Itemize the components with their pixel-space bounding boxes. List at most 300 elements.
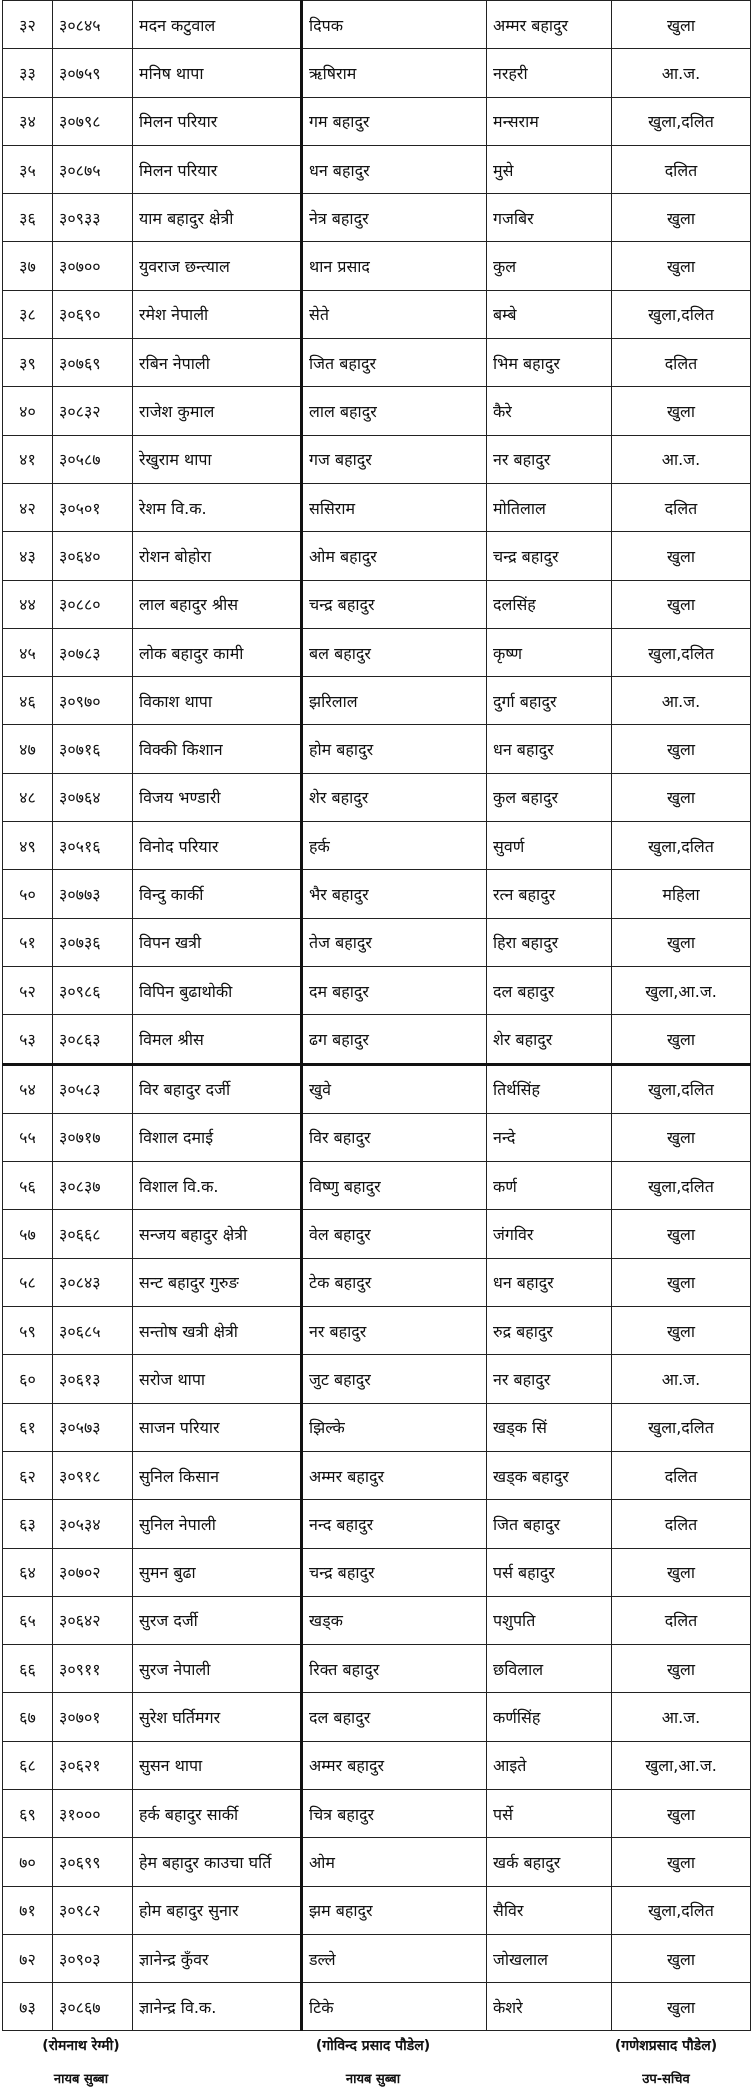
grandfather-name-cell: भिम बहादुर [487,339,612,387]
grandfather-name-cell: कुल बहादुर [487,773,612,821]
father-name-cell: जुट बहादुर [302,1355,487,1403]
table-row [3,1983,751,2031]
candidate-name-cell: सुरज दर्जी [133,1596,302,1644]
signatory-post: उप-सचिव [642,2072,690,2087]
grandfather-name-cell: जंगविर [487,1210,612,1258]
category-cell: खुला [612,918,751,966]
father-name-cell: धन बहादुर [302,145,487,193]
roll-number-cell: ३०९११ [53,1645,133,1693]
candidate-name-cell: विक्की किशान [133,725,302,773]
roll-number-cell: ३०६१३ [53,1355,133,1403]
candidate-name-cell: होम बहादुर सुनार [133,1886,302,1934]
roll-number-cell: ३०६९९ [53,1838,133,1886]
table-row [3,918,751,966]
serial-number-cell: ५७ [3,1210,53,1258]
category-cell: दलित [612,483,751,531]
roll-number-cell: ३०५८७ [53,435,133,483]
candidate-name-cell: राजेश कुमाल [133,387,302,435]
candidate-name-cell: मदन कटुवाल [133,1,302,49]
serial-number-cell: ७१ [3,1886,53,1934]
father-name-cell: थान प्रसाद [302,242,487,290]
signatory-post: नायब सुब्बा [345,2072,401,2087]
father-name-cell: सेते [302,290,487,338]
serial-number-cell: ५६ [3,1162,53,1210]
candidate-name-cell: हेम बहादुर काउचा घर्ति [133,1838,302,1886]
candidate-name-cell: ज्ञानेन्द्र कुँवर [133,1934,302,1982]
serial-number-cell: ३९ [3,339,53,387]
candidate-name-cell: सुसन थापा [133,1741,302,1789]
serial-number-cell: ४२ [3,483,53,531]
grandfather-name-cell: खड्क सिं [487,1403,612,1451]
signatory-name: (गोविन्द प्रसाद पौडेल) [315,2038,431,2054]
grandfather-name-cell: नरहरी [487,49,612,97]
table-body [3,1,751,2031]
table-row [3,1934,751,1982]
category-cell: खुला [612,194,751,242]
table-row [3,966,751,1014]
candidate-name-cell: सुरज नेपाली [133,1645,302,1693]
father-name-cell: झरिलाल [302,677,487,725]
serial-number-cell: ४० [3,387,53,435]
category-cell: आ.ज. [612,49,751,97]
father-name-cell: अम्मर बहादुर [302,1451,487,1499]
category-cell: खुला [612,725,751,773]
table-row [3,1355,751,1403]
father-name-cell: विर बहादुर [302,1113,487,1161]
roll-number-cell: ३०५०१ [53,483,133,531]
table-row [3,822,751,870]
candidate-name-cell: रबिन नेपाली [133,339,302,387]
father-name-cell: शेर बहादुर [302,773,487,821]
table-row [3,1162,751,1210]
table-row [3,1210,751,1258]
serial-number-cell: ४३ [3,532,53,580]
serial-number-cell: ५९ [3,1307,53,1355]
grandfather-name-cell: कर्ण [487,1162,612,1210]
grandfather-name-cell: दल बहादुर [487,966,612,1014]
roll-number-cell: ३०७९८ [53,97,133,145]
grandfather-name-cell: रुद्र बहादुर [487,1307,612,1355]
candidate-name-cell: युवराज छन्त्याल [133,242,302,290]
serial-number-cell: ३४ [3,97,53,145]
grandfather-name-cell: दुर्गा बहादुर [487,677,612,725]
serial-number-cell: ३७ [3,242,53,290]
roll-number-cell: ३०७३६ [53,918,133,966]
candidate-name-cell: रेखुराम थापा [133,435,302,483]
roll-number-cell: ३०८६३ [53,1015,133,1064]
category-cell: खुला [612,242,751,290]
roll-number-cell: ३०७६४ [53,773,133,821]
grandfather-name-cell: पर्स बहादुर [487,1548,612,1596]
father-name-cell: हर्क [302,822,487,870]
roll-number-cell: ३१००० [53,1789,133,1837]
category-cell: खुला [612,1015,751,1064]
grandfather-name-cell: सुवर्ण [487,822,612,870]
grandfather-name-cell: हिरा बहादुर [487,918,612,966]
table-row [3,628,751,676]
father-name-cell: तेज बहादुर [302,918,487,966]
roll-number-cell: ३०७६९ [53,339,133,387]
father-name-cell: जित बहादुर [302,339,487,387]
candidate-name-cell: विजय भण्डारी [133,773,302,821]
roll-number-cell: ३०६४० [53,532,133,580]
table-row [3,532,751,580]
grandfather-name-cell: नर बहादुर [487,1355,612,1403]
table-row [3,1307,751,1355]
category-cell: खुला [612,1,751,49]
roll-number-cell: ३०७०१ [53,1693,133,1741]
category-cell: खुला [612,580,751,628]
category-cell: खुला [612,1789,751,1837]
category-cell: महिला [612,870,751,918]
candidate-name-cell: विनोद परियार [133,822,302,870]
roll-number-cell: ३०५८३ [53,1064,133,1113]
father-name-cell: दम बहादुर [302,966,487,1014]
candidate-name-cell: सुनिल किसान [133,1451,302,1499]
serial-number-cell: ३५ [3,145,53,193]
roll-number-cell: ३०९७० [53,677,133,725]
category-cell: खुला,दलित [612,1162,751,1210]
grandfather-name-cell: धन बहादुर [487,1258,612,1306]
serial-number-cell: ३८ [3,290,53,338]
table-row [3,1113,751,1161]
roll-number-cell: ३०८७५ [53,145,133,193]
grandfather-name-cell: रत्न बहादुर [487,870,612,918]
category-cell: खुला [612,532,751,580]
category-cell: आ.ज. [612,1693,751,1741]
candidate-name-cell: विशाल वि.क. [133,1162,302,1210]
serial-number-cell: ६४ [3,1548,53,1596]
roll-number-cell: ३०९३३ [53,194,133,242]
table-row [3,339,751,387]
candidate-name-cell: विन्दु कार्की [133,870,302,918]
table-row [3,242,751,290]
serial-number-cell: ३६ [3,194,53,242]
serial-number-cell: ५० [3,870,53,918]
roll-number-cell: ३०७५९ [53,49,133,97]
father-name-cell: टेक बहादुर [302,1258,487,1306]
category-cell: खुला,आ.ज. [612,1741,751,1789]
table-row [3,1258,751,1306]
grandfather-name-cell: मुसे [487,145,612,193]
grandfather-name-cell: बम्बे [487,290,612,338]
roll-number-cell: ३०६२१ [53,1741,133,1789]
roll-number-cell: ३०८४३ [53,1258,133,1306]
roll-number-cell: ३०७०२ [53,1548,133,1596]
grandfather-name-cell: धन बहादुर [487,725,612,773]
serial-number-cell: ४५ [3,628,53,676]
category-cell: खुला [612,1934,751,1982]
grandfather-name-cell: कुल [487,242,612,290]
father-name-cell: भैर बहादुर [302,870,487,918]
category-cell: खुला,दलित [612,628,751,676]
father-name-cell: खुवे [302,1064,487,1113]
table-row [3,1015,751,1064]
serial-number-cell: ६९ [3,1789,53,1837]
candidate-name-cell: विपन खत्री [133,918,302,966]
grandfather-name-cell: कर्णसिंह [487,1693,612,1741]
grandfather-name-cell: गजबिर [487,194,612,242]
roll-number-cell: ३०६४२ [53,1596,133,1644]
father-name-cell: गज बहादुर [302,435,487,483]
category-cell: खुला [612,387,751,435]
roll-number-cell: ३०७१७ [53,1113,133,1161]
serial-number-cell: ४४ [3,580,53,628]
serial-number-cell: ६६ [3,1645,53,1693]
grandfather-name-cell: तिर्थसिंह [487,1064,612,1113]
table-row [3,1741,751,1789]
roll-number-cell: ३०९१८ [53,1451,133,1499]
candidate-name-cell: रोशन बोहोरा [133,532,302,580]
serial-number-cell: ४८ [3,773,53,821]
roll-number-cell: ३०६८५ [53,1307,133,1355]
father-name-cell: डल्ले [302,1934,487,1982]
table-row [3,1500,751,1548]
serial-number-cell: ७३ [3,1983,53,2031]
results-table [2,0,751,2031]
table-row [3,1451,751,1499]
table-row [3,725,751,773]
serial-number-cell: ६५ [3,1596,53,1644]
roll-number-cell: ३०८३७ [53,1162,133,1210]
category-cell: आ.ज. [612,435,751,483]
father-name-cell: दिपक [302,1,487,49]
category-cell: खुला [612,1210,751,1258]
table-row [3,290,751,338]
roll-number-cell: ३०९८२ [53,1886,133,1934]
candidate-name-cell: विपिन बुढाथोकी [133,966,302,1014]
father-name-cell: चन्द्र बहादुर [302,580,487,628]
father-name-cell: विष्णु बहादुर [302,1162,487,1210]
candidate-name-cell: सुरेश घर्तिमगर [133,1693,302,1741]
category-cell: खुला [612,1548,751,1596]
signatory-3 [586,2036,746,2087]
serial-number-cell: ४९ [3,822,53,870]
category-cell: आ.ज. [612,1355,751,1403]
grandfather-name-cell: जित बहादुर [487,1500,612,1548]
category-cell: खुला [612,1645,751,1693]
father-name-cell: झम बहादुर [302,1886,487,1934]
candidate-name-cell: लोक बहादुर कामी [133,628,302,676]
table-row [3,1,751,49]
father-name-cell: होम बहादुर [302,725,487,773]
candidate-name-cell: हर्क बहादुर सार्की [133,1789,302,1837]
category-cell: आ.ज. [612,677,751,725]
category-cell: दलित [612,1451,751,1499]
serial-number-cell: ५४ [3,1064,53,1113]
roll-number-cell: ३०८३२ [53,387,133,435]
candidate-name-cell: विर बहादुर दर्जी [133,1064,302,1113]
father-name-cell: खड्क [302,1596,487,1644]
roll-number-cell: ३०९८६ [53,966,133,1014]
grandfather-name-cell: शेर बहादुर [487,1015,612,1064]
candidate-name-cell: सन्जय बहादुर क्षेत्री [133,1210,302,1258]
signatory-1 [6,2036,156,2087]
category-cell: खुला,दलित [612,1886,751,1934]
table-row [3,145,751,193]
table-row [3,1886,751,1934]
candidate-name-cell: मिलन परियार [133,145,302,193]
serial-number-cell: ४१ [3,435,53,483]
category-cell: दलित [612,1500,751,1548]
grandfather-name-cell: नन्दे [487,1113,612,1161]
signature-block [0,2036,753,2098]
serial-number-cell: ३२ [3,1,53,49]
table-row [3,49,751,97]
grandfather-name-cell: आइते [487,1741,612,1789]
grandfather-name-cell: सैविर [487,1886,612,1934]
grandfather-name-cell: केशरे [487,1983,612,2031]
father-name-cell: टिके [302,1983,487,2031]
serial-number-cell: ५२ [3,966,53,1014]
father-name-cell: झिल्के [302,1403,487,1451]
grandfather-name-cell: मोतिलाल [487,483,612,531]
father-name-cell: ससिराम [302,483,487,531]
father-name-cell: नन्द बहादुर [302,1500,487,1548]
roll-number-cell: ३०७१६ [53,725,133,773]
father-name-cell: वेल बहादुर [302,1210,487,1258]
grandfather-name-cell: खर्क बहादुर [487,1838,612,1886]
table-row [3,870,751,918]
candidate-name-cell: विशाल दमाई [133,1113,302,1161]
category-cell: दलित [612,145,751,193]
category-cell: खुला,दलित [612,1064,751,1113]
serial-number-cell: ३३ [3,49,53,97]
serial-number-cell: ५८ [3,1258,53,1306]
roll-number-cell: ३०५३४ [53,1500,133,1548]
roll-number-cell: ३०९०३ [53,1934,133,1982]
grandfather-name-cell: मन्सराम [487,97,612,145]
grandfather-name-cell: पशुपति [487,1596,612,1644]
father-name-cell: दल बहादुर [302,1693,487,1741]
serial-number-cell: ६१ [3,1403,53,1451]
grandfather-name-cell: छविलाल [487,1645,612,1693]
candidate-name-cell: साजन परियार [133,1403,302,1451]
roll-number-cell: ३०५७३ [53,1403,133,1451]
table-row [3,1548,751,1596]
category-cell: खुला [612,1983,751,2031]
roll-number-cell: ३०७०० [53,242,133,290]
candidate-name-cell: सुनिल नेपाली [133,1500,302,1548]
category-cell: खुला [612,1113,751,1161]
father-name-cell: चन्द्र बहादुर [302,1548,487,1596]
serial-number-cell: ५३ [3,1015,53,1064]
grandfather-name-cell: नर बहादुर [487,435,612,483]
category-cell: खुला,आ.ज. [612,966,751,1014]
table-row [3,773,751,821]
category-cell: दलित [612,339,751,387]
roll-number-cell: ३०८६७ [53,1983,133,2031]
category-cell: खुला,दलित [612,97,751,145]
serial-number-cell: ६७ [3,1693,53,1741]
grandfather-name-cell: पर्से [487,1789,612,1837]
category-cell: खुला [612,1307,751,1355]
roll-number-cell: ३०६९० [53,290,133,338]
serial-number-cell: ७० [3,1838,53,1886]
roll-number-cell: ३०५१६ [53,822,133,870]
results-list-page [2,0,750,2031]
table-row [3,580,751,628]
father-name-cell: अम्मर बहादुर [302,1741,487,1789]
table-row [3,1693,751,1741]
serial-number-cell: ६० [3,1355,53,1403]
signatory-name: (रोमनाथ रेग्मी) [42,2038,120,2054]
grandfather-name-cell: दलसिंह [487,580,612,628]
grandfather-name-cell: कृष्ण [487,628,612,676]
candidate-name-cell: ज्ञानेन्द्र वि.क. [133,1983,302,2031]
grandfather-name-cell: कैरे [487,387,612,435]
table-row [3,1789,751,1837]
roll-number-cell: ३०७८३ [53,628,133,676]
roll-number-cell: ३०८४५ [53,1,133,49]
serial-number-cell: ७२ [3,1934,53,1982]
table-row [3,1064,751,1113]
table-row [3,1645,751,1693]
candidate-name-cell: विमल श्रीस [133,1015,302,1064]
table-row [3,194,751,242]
candidate-name-cell: सन्ट बहादुर गुरुङ [133,1258,302,1306]
grandfather-name-cell: चन्द्र बहादुर [487,532,612,580]
serial-number-cell: ५५ [3,1113,53,1161]
table-row [3,97,751,145]
serial-number-cell: ४७ [3,725,53,773]
serial-number-cell: ६३ [3,1500,53,1548]
candidate-name-cell: मनिष थापा [133,49,302,97]
table-row [3,483,751,531]
signatory-2 [288,2036,458,2087]
signatory-name: (गणेशप्रसाद पौडेल) [614,2038,718,2054]
category-cell: खुला [612,773,751,821]
candidate-name-cell: विकाश थापा [133,677,302,725]
candidate-name-cell: सुमन बुढा [133,1548,302,1596]
father-name-cell: बल बहादुर [302,628,487,676]
father-name-cell: नर बहादुर [302,1307,487,1355]
grandfather-name-cell: खड्क बहादुर [487,1451,612,1499]
candidate-name-cell: रेशम वि.क. [133,483,302,531]
father-name-cell: ऋषिराम [302,49,487,97]
category-cell: खुला,दलित [612,1403,751,1451]
roll-number-cell: ३०६६८ [53,1210,133,1258]
candidate-name-cell: लाल बहादुर श्रीस [133,580,302,628]
candidate-name-cell: सन्तोष खत्री क्षेत्री [133,1307,302,1355]
candidate-name-cell: याम बहादुर क्षेत्री [133,194,302,242]
category-cell: खुला,दलित [612,822,751,870]
category-cell: खुला [612,1258,751,1306]
father-name-cell: ढग बहादुर [302,1015,487,1064]
father-name-cell: नेत्र बहादुर [302,194,487,242]
table-row [3,677,751,725]
serial-number-cell: ५१ [3,918,53,966]
roll-number-cell: ३०७७३ [53,870,133,918]
candidate-name-cell: सरोज थापा [133,1355,302,1403]
candidate-name-cell: रमेश नेपाली [133,290,302,338]
table-row [3,1596,751,1644]
table-row [3,1838,751,1886]
father-name-cell: ओम बहादुर [302,532,487,580]
table-row [3,387,751,435]
category-cell: दलित [612,1596,751,1644]
candidate-name-cell: मिलन परियार [133,97,302,145]
category-cell: खुला [612,1838,751,1886]
grandfather-name-cell: जोखलाल [487,1934,612,1982]
father-name-cell: ओम [302,1838,487,1886]
category-cell: खुला,दलित [612,290,751,338]
father-name-cell: चित्र बहादुर [302,1789,487,1837]
table-row [3,1403,751,1451]
serial-number-cell: ६८ [3,1741,53,1789]
roll-number-cell: ३०८८० [53,580,133,628]
serial-number-cell: ४६ [3,677,53,725]
